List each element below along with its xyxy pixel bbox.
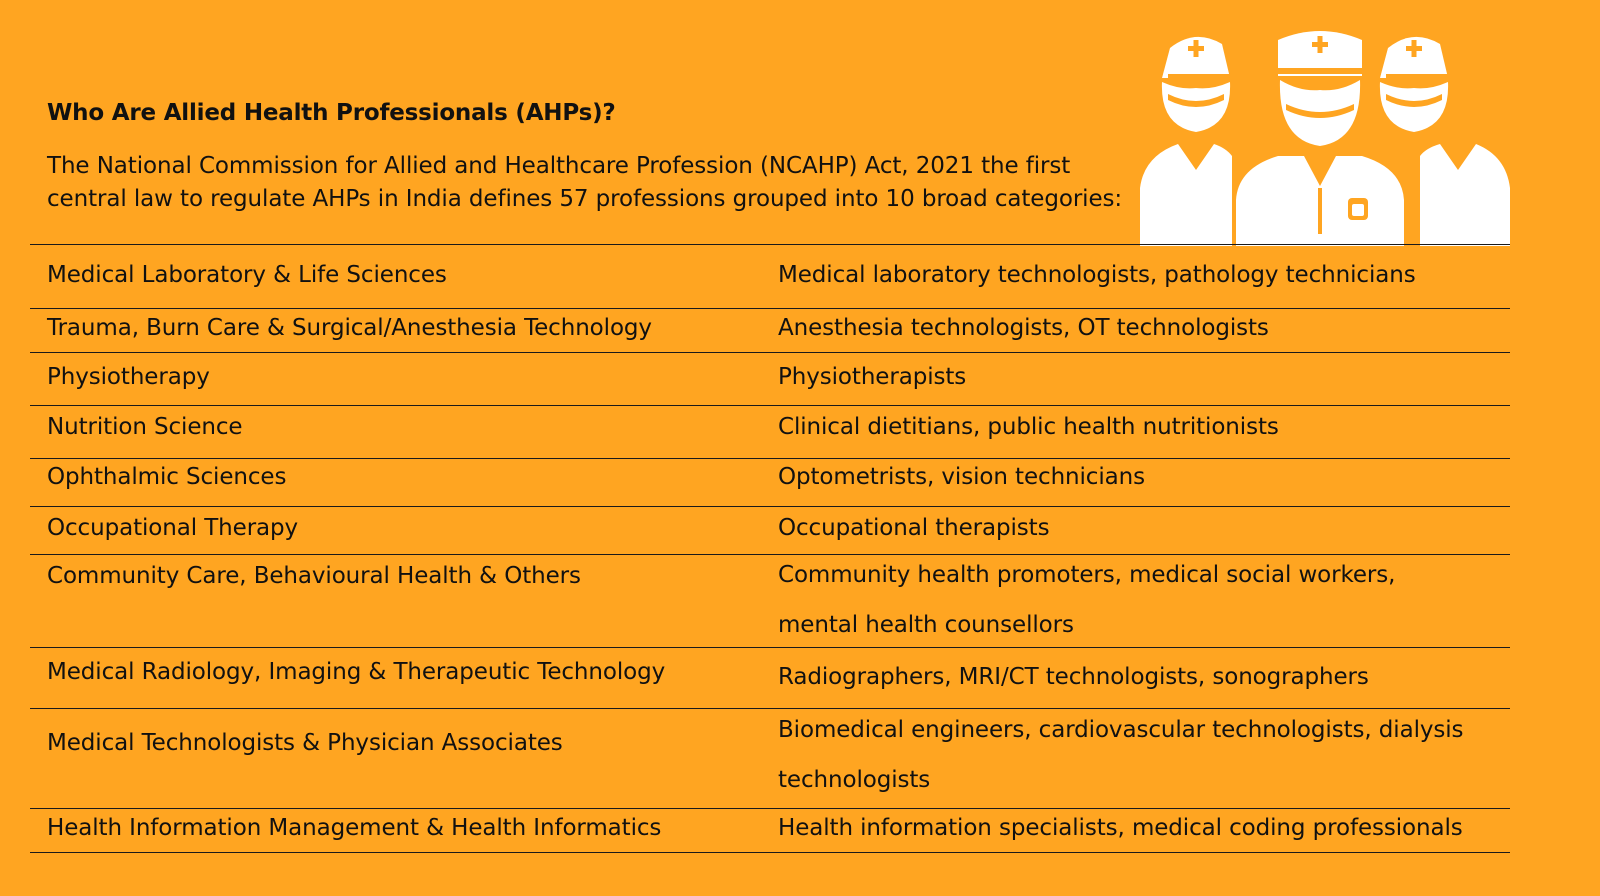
- table-row: [30, 648, 1510, 709]
- category-cell: Health Information Management & Health Informatics: [47, 815, 662, 841]
- examples-cell: Biomedical engineers, cardiovascular technologists, dialysis technologists: [778, 717, 1464, 793]
- examples-cell: Medical laboratory technologists, pathology technicians: [778, 262, 1416, 288]
- table-row: [30, 309, 1510, 353]
- table-row: [30, 245, 1510, 309]
- table-row: [30, 406, 1510, 459]
- examples-cell: Optometrists, vision technicians: [778, 464, 1146, 490]
- professions-table: [30, 244, 1510, 853]
- category-cell: Physiotherapy: [47, 364, 210, 390]
- examples-cell: Radiographers, MRI/CT technologists, sonographers: [778, 664, 1369, 690]
- examples-cell: Community health promoters, medical social workers, mental health counsellors: [778, 562, 1396, 638]
- category-cell: Community Care, Behavioural Health & Others: [47, 563, 581, 589]
- category-cell: Ophthalmic Sciences: [47, 464, 287, 490]
- category-cell: Occupational Therapy: [47, 515, 299, 541]
- intro-paragraph: The National Commission for Allied and Healthcare Profession (NCAHP) Act, 2021 the first central law to regulate AHPs in India defines 57 professions grouped into 10 broad categories:: [47, 153, 1123, 212]
- table-row: [30, 459, 1510, 507]
- category-cell: Nutrition Science: [47, 414, 243, 440]
- category-cell: Medical Radiology, Imaging & Therapeutic Technology: [47, 659, 666, 685]
- table-row: [30, 809, 1510, 853]
- category-cell: Trauma, Burn Care & Surgical/Anesthesia Technology: [47, 315, 652, 341]
- category-cell: Medical Technologists & Physician Associates: [47, 730, 563, 756]
- table-row: [30, 555, 1510, 648]
- examples-cell: Occupational therapists: [778, 515, 1050, 541]
- examples-cell: Clinical dietitians, public health nutritionists: [778, 414, 1279, 440]
- healthcare-professionals-icon: [1140, 28, 1510, 246]
- examples-cell: Anesthesia technologists, OT technologists: [778, 315, 1269, 341]
- table-row: [30, 353, 1510, 406]
- examples-cell: Physiotherapists: [778, 364, 967, 390]
- table-row: [30, 709, 1510, 809]
- nurse-left-icon: [1140, 37, 1232, 246]
- category-cell: Medical Laboratory & Life Sciences: [47, 262, 447, 288]
- examples-cell: Health information specialists, medical coding professionals: [778, 815, 1463, 841]
- page-title: Who Are Allied Health Professionals (AHPs)?: [47, 100, 616, 126]
